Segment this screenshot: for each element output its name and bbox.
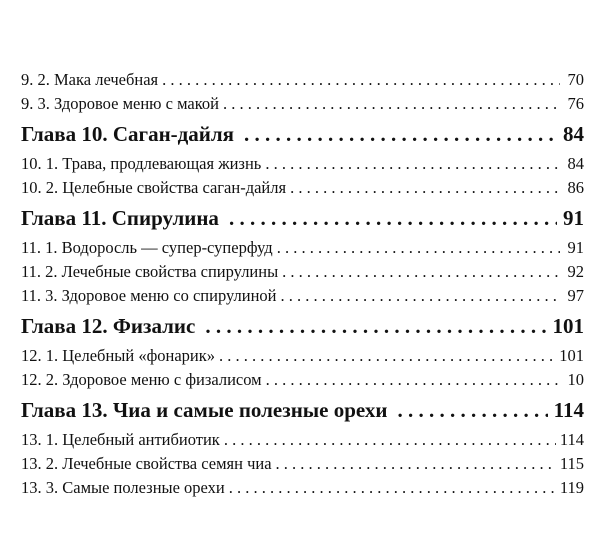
toc-entry-11-3: [21, 284, 584, 308]
dot-leader: [162, 68, 560, 92]
toc-entry-11-1: [21, 236, 584, 260]
toc-entry-13-2: [21, 452, 584, 476]
toc-entry-10-1: [21, 152, 584, 176]
toc-chapter-title: Глава 11. Спирулина: [21, 206, 219, 230]
toc-entry-12-2: [21, 368, 584, 392]
dot-leader: [244, 116, 557, 152]
toc-chapter-title: Глава 13. Чиа и самые полезные орехи: [21, 398, 388, 422]
toc-chapter-page: 101: [552, 314, 584, 338]
dot-leader: [265, 152, 560, 176]
dot-leader: [223, 92, 560, 116]
toc-entry-title: 11. 3. Здоровое меню со спирулиной: [21, 286, 277, 305]
toc-entry-title: 9. 3. Здоровое меню с макой: [21, 94, 219, 113]
toc-chapter-11: [21, 200, 584, 236]
dot-leader: [282, 260, 560, 284]
toc-chapter-title: Глава 12. Физалис: [21, 314, 196, 338]
toc-chapter-10: [21, 116, 584, 152]
toc-chapter-page: 114: [553, 398, 584, 422]
toc-entry-page: 91: [567, 238, 584, 257]
toc-entry-13-3: [21, 476, 584, 500]
dot-leader: [280, 284, 560, 308]
toc-entry-title: 11. 1. Водоросль — супер-суперфуд: [21, 238, 273, 257]
dot-leader: [205, 308, 546, 344]
dot-leader: [397, 392, 547, 428]
toc-entry-page: 84: [567, 154, 584, 173]
dot-leader: [290, 176, 560, 200]
dot-leader: [219, 344, 555, 368]
toc-entry-page: 86: [567, 178, 584, 197]
toc-chapter-page: 91: [563, 206, 584, 230]
toc-entry-page: 97: [567, 286, 584, 305]
toc-entry-10-2: [21, 176, 584, 200]
toc-entry-12-1: [21, 344, 584, 368]
table-of-contents: [21, 68, 584, 500]
dot-leader: [277, 236, 560, 260]
dot-leader: [224, 428, 556, 452]
toc-entry-13-1: [21, 428, 584, 452]
toc-entry-title: 10. 1. Трава, продлевающая жизнь: [21, 154, 262, 173]
toc-entry-title: 13. 3. Самые полезные орехи: [21, 478, 225, 497]
toc-entry-page: 115: [559, 454, 584, 473]
toc-entry-title: 13. 1. Целебный антибиотик: [21, 430, 220, 449]
toc-chapter-12: [21, 308, 584, 344]
toc-entry-page: 70: [567, 70, 584, 89]
toc-entry-title: 12. 2. Здоровое меню с физалисом: [21, 370, 262, 389]
toc-entry-page: 76: [567, 94, 584, 113]
toc-entry-page: 92: [567, 262, 584, 281]
toc-entry-11-2: [21, 260, 584, 284]
toc-entry-title: 11. 2. Лечебные свойства спирулины: [21, 262, 279, 281]
dot-leader: [229, 200, 557, 236]
toc-entry-title: 13. 2. Лечебные свойства семян чиа: [21, 454, 272, 473]
toc-entry-page: 119: [559, 478, 584, 497]
dot-leader: [276, 452, 556, 476]
toc-entry-page: 10: [567, 370, 584, 389]
toc-chapter-13: [21, 392, 584, 428]
toc-entry-9-3: [21, 92, 584, 116]
toc-entry-title: 12. 1. Целебный «фонарик»: [21, 346, 216, 365]
toc-chapter-page: 84: [563, 122, 584, 146]
toc-entry-page: 101: [559, 346, 584, 365]
dot-leader: [229, 476, 556, 500]
toc-entry-page: 114: [559, 430, 584, 449]
toc-entry-title: 10. 2. Целебные свойства саган-дайля: [21, 178, 287, 197]
toc-entry-title: 9. 2. Мака лечебная: [21, 70, 159, 89]
toc-chapter-title: Глава 10. Саган-дайля: [21, 122, 235, 146]
dot-leader: [266, 368, 560, 392]
toc-entry-9-2: [21, 68, 584, 92]
